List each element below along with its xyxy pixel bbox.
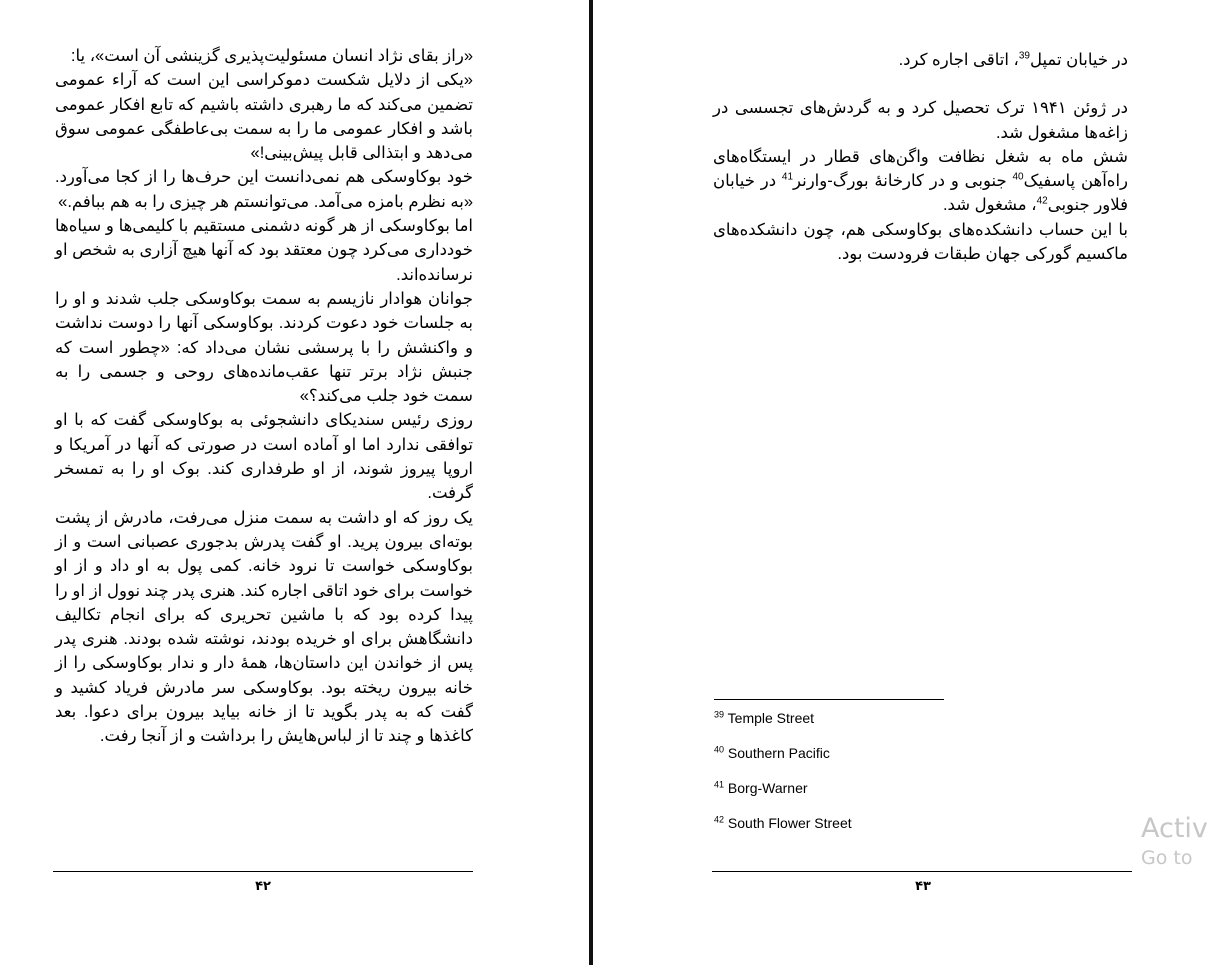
page-bottom-rule [53,871,473,872]
left-page-text [55,44,473,749]
paragraph: با این حساب دانشکده‌های بوکاوسکی هم، چون دانشکده‌های ماکسیم گورکی جهان طبقات فرودست بود. [713,220,1128,264]
paragraph: «راز بقای نژاد انسان مسئولیت‌پذیری گزینشی آن است»، یا: [70,47,473,65]
paragraph: یک روز که او داشت به سمت منزل می‌رفت، مادرش از پشت بوته‌ای بیرون پرید. او گفت پدرش بدجوری عصبانی است و از بوکاوسکی خواست تا نرود خانه. کمی پول به او داد و از او خواست برای خود اتاقی اجاره کند. هنری پدر چند نوول از او را پیدا کرده بود که با ماشین تحریری که برای انجام تکالیف دانشگاهش برای او خریده بودند، نوشته شده بودند. هنری پدر پس از خواندن این داستان‌ها، همهٔ دار و ندار بوکاوسکی را از خانه بیرون ریخته بود. بوکاوسکی سر مادرش فریاد کشید و گفت که به پدر بگوید تا از خانه بیاید بیرون برای دعوا. بعد کاغذها و چند تا از لباس‌هایش را برداشت و از آنجا رفت. [55,508,473,746]
footnote-ref: 39 [1018,50,1030,62]
paragraph: «یکی از دلایل شکست دموکراسی این است که آراء عمومی تضمین می‌کند که ما رهبری داشته باشیم که تابع افکار عمومی باشد و افکار عمومی ما را به سمت بی‌عاطفگی عمومی سوق می‌دهد و ابتذالی قابل پیش‌بینی!» [55,71,473,163]
paragraph: اما بوکاوسکی از هر گونه دشمنی مستقیم با کلیمی‌ها و سیاه‌ها خودداری می‌کرد چون معتقد بود که آنها هیچ آزاری به شخص او نرسانده‌اند. [55,217,473,284]
footnote: $^{40}$ Southern Pacific [714,744,830,761]
footnote-ref: 40 [1012,171,1024,183]
page-number: ۴۲ [255,878,271,893]
page-bottom-rule [712,871,1132,872]
watermark-line: Activ [1141,813,1208,844]
paragraph: در خیابان تمپل$^{39}$، اتاقی اجاره کرد. [898,50,1128,69]
left-page [0,0,589,965]
paragraph-gap [713,72,1128,96]
page-number: ۴۳ [915,878,931,893]
right-page-text [713,48,1128,266]
footnotes [714,708,1014,848]
footnote-ref: 41 [781,171,794,183]
paragraph: جوانان هوادار نازیسم به سمت بوکاوسکی جلب شدند و او را به جلسات خود دعوت کردند. بوکاوسکی آنها را دوست نداشت و واکنشش را با پرسشی نشان می‌داد که: «چطور است که جنبش نژاد برتر تنها عقب‌مانده‌های روحی و جسمی را به سمت خود جلب می‌کند؟» [55,289,473,406]
footnote: $^{42}$ South Flower Street [714,814,852,831]
watermark-line: Go to [1141,847,1193,869]
footnote: $^{39}$ Temple Street [714,709,815,726]
paragraph: روزی رئیس سندیکای دانشجوئی به بوکاوسکی گفت که با او توافقی ندارد اما او آماده است در صورتی که آنها در آمریکا و اروپا پیروز شوند، از او طرفداری کند. بوک او را به تمسخر گرفت. [55,411,473,503]
footnote-ref: 42 [1036,195,1048,207]
right-page [593,0,1208,965]
paragraph: شش ماه به شغل نظافت واگن‌های قطار در ایستگاه‌های راه‌آهن پاسفیک$^{40}$ جنوبی و در کارخانهٔ بورگ-وارنر$^{41}$ در خیابان فلاور جنوبی$^{42}$، مشغول شد. [713,147,1128,215]
footnote: $^{41}$ Borg-Warner [714,779,808,796]
footnote-separator [714,699,944,700]
paragraph: در ژوئن ۱۹۴۱ ترک تحصیل کرد و به گردش‌های تجسسی در زاغه‌ها مشغول شد. [713,99,1128,142]
paragraph: خود بوکاوسکی هم نمی‌دانست این حرف‌ها را از کجا می‌آورد. «به نظرم بامزه می‌آمد. می‌توانستم هر چیزی را به هم ببافم.» [55,168,473,211]
activation-watermark [1141,812,1208,870]
